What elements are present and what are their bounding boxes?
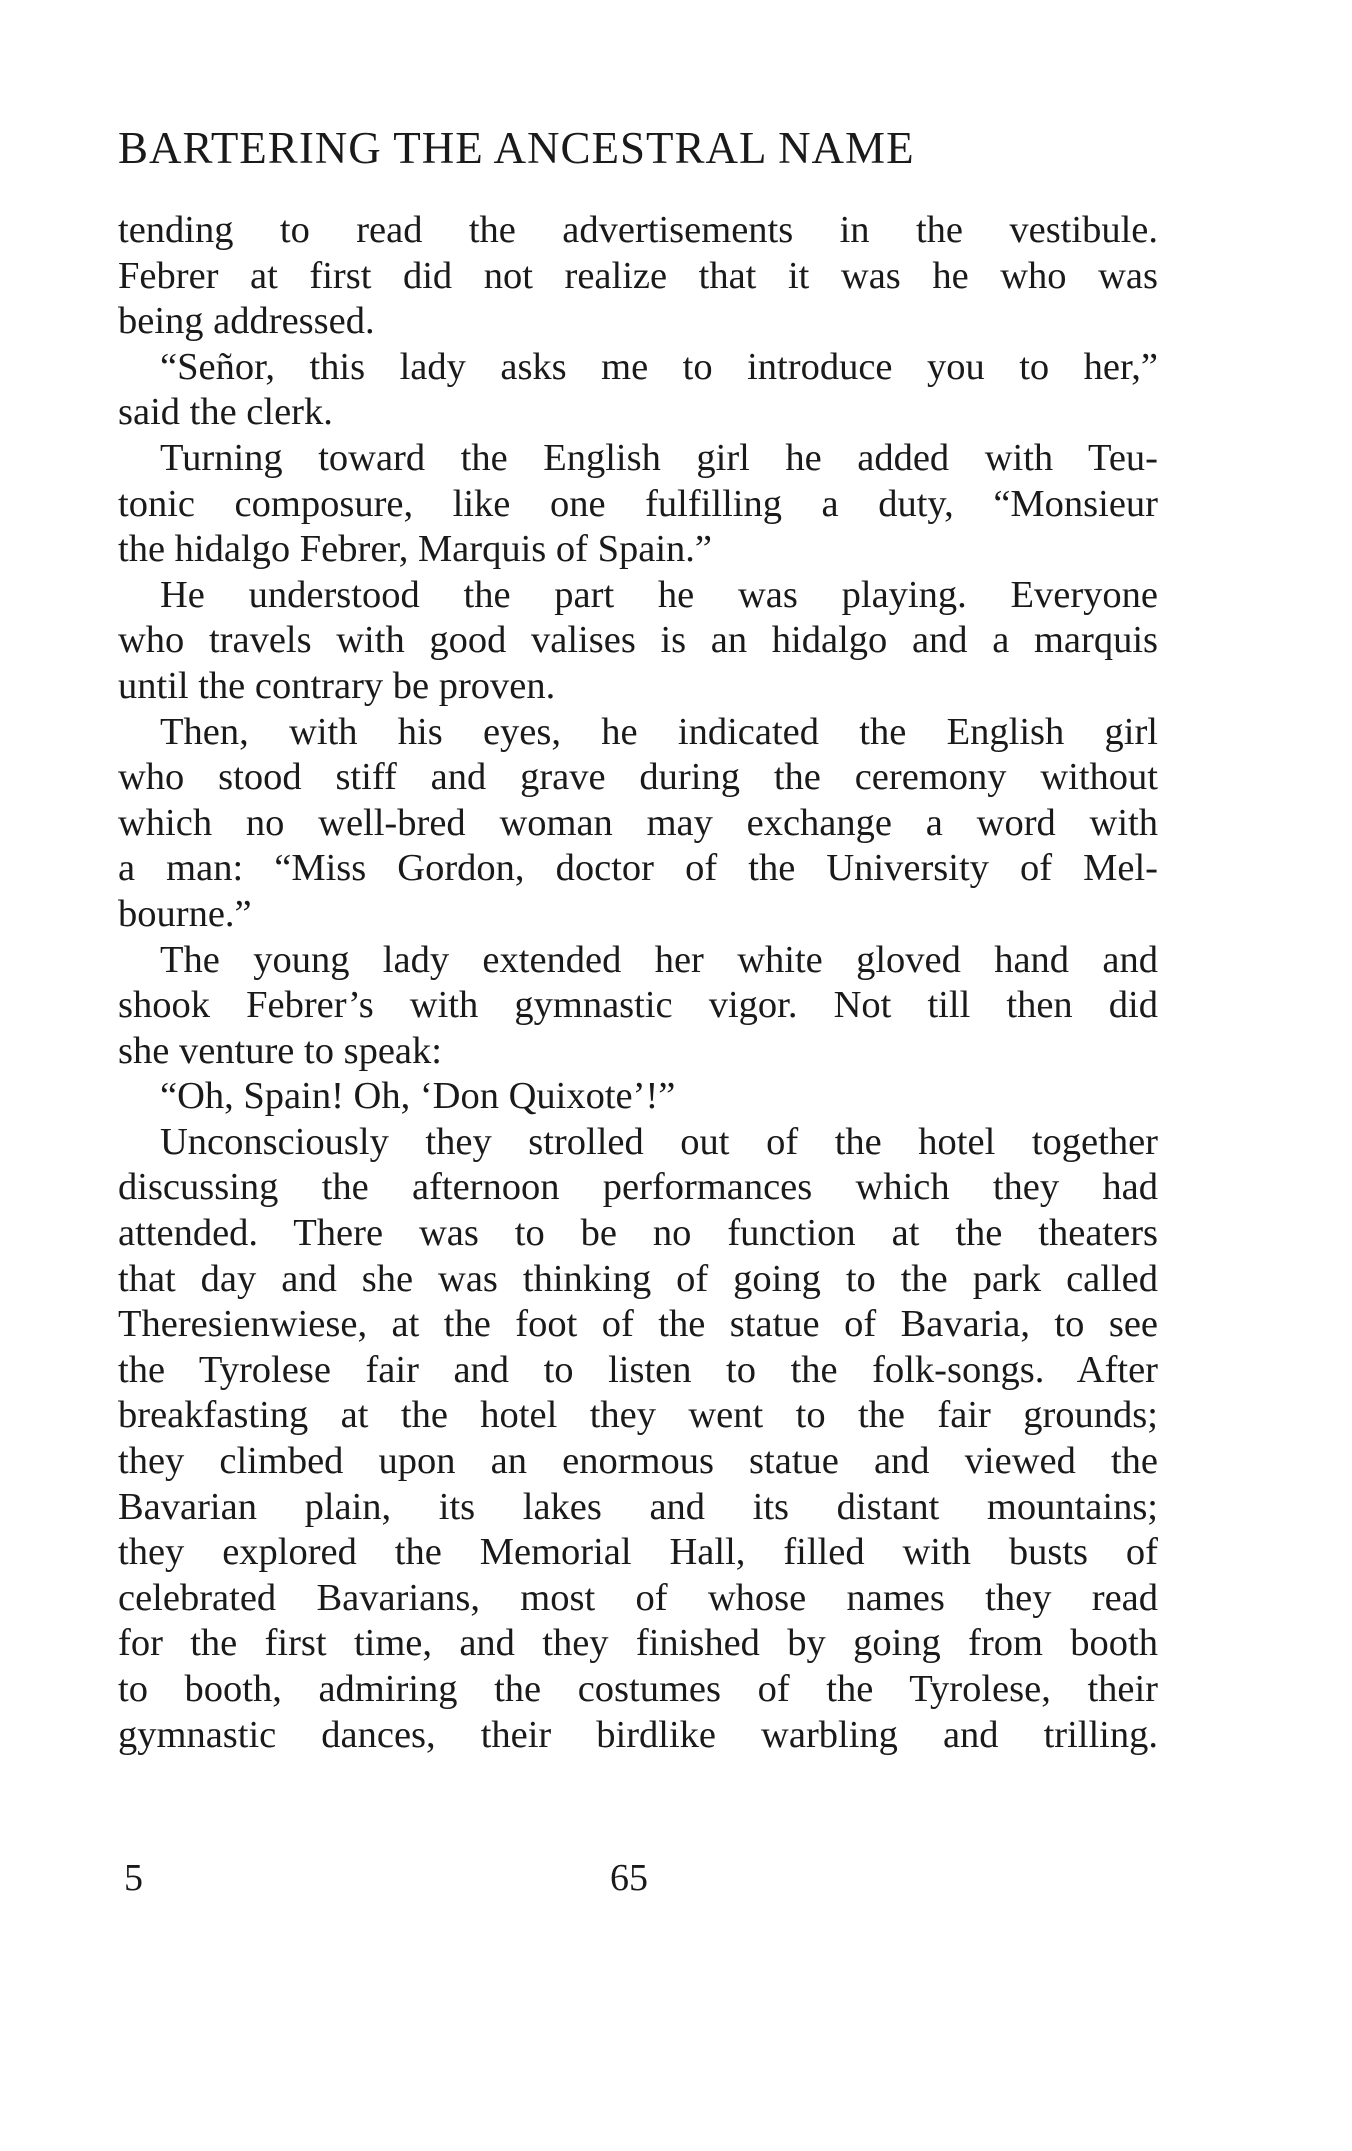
text-line: Unconsciously they strolled out of the hotel together <box>160 1120 1158 1163</box>
text-line: “Oh, Spain! Oh, ‘Don Quixote’!” <box>160 1075 676 1118</box>
text-line: Theresienwiese, at the foot of the statue of Bavaria, to see <box>118 1303 1158 1346</box>
text-line: The young lady extended her white gloved hand and <box>160 938 1158 981</box>
text-line: being addressed. <box>118 300 375 343</box>
text-line: tonic composure, like one fulfilling a duty, “Monsieur <box>118 482 1158 525</box>
text-line: who stood stiff and grave during the ceremony without <box>118 756 1158 799</box>
text-line: said the clerk. <box>118 391 333 434</box>
text-line: who travels with good valises is an hidalgo and a marquis <box>118 619 1158 662</box>
text-line: bourne.” <box>118 892 252 935</box>
text-line: a man: “Miss Gordon, doctor of the University of Mel- <box>118 847 1158 890</box>
text-line: she venture to speak: <box>118 1029 442 1072</box>
text-line: attended. There was to be no function at the theaters <box>118 1212 1158 1255</box>
running-head: BARTERING THE ANCESTRAL NAME <box>118 123 915 173</box>
text-line: the hidalgo Febrer, Marquis of Spain.” <box>118 528 713 571</box>
text-line: “Señor, this lady asks me to introduce you to her,” <box>160 345 1158 388</box>
text-line: Bavarian plain, its lakes and its distant mountains; <box>118 1485 1158 1528</box>
text-line: discussing the afternoon performances which they had <box>118 1166 1158 1209</box>
text-line: that day and she was thinking of going to the park called <box>118 1257 1158 1300</box>
text-line: Febrer at first did not realize that it was he who was <box>118 254 1158 297</box>
text-line: they explored the Memorial Hall, filled with busts of <box>118 1531 1158 1574</box>
text-line: which no well-bred woman may exchange a word with <box>118 801 1158 844</box>
text-line: until the contrary be proven. <box>118 664 556 707</box>
page-number: 65 <box>610 1857 648 1899</box>
text-line: gymnastic dances, their birdlike warbling and trilling. <box>118 1713 1158 1756</box>
text-line: Then, with his eyes, he indicated the English girl <box>160 710 1158 753</box>
body-text <box>118 208 1158 1758</box>
text-line: the Tyrolese fair and to listen to the folk-songs. After <box>118 1348 1158 1391</box>
text-line: celebrated Bavarians, most of whose names they read <box>118 1576 1158 1619</box>
text-line: tending to read the advertisements in the vestibule. <box>118 209 1158 251</box>
text-line: they climbed upon an enormous statue and viewed the <box>118 1440 1158 1483</box>
text-line: shook Febrer’s with gymnastic vigor. Not till then did <box>118 984 1158 1027</box>
page-footer <box>118 1856 1158 1906</box>
text-line: for the first time, and they finished by going from booth <box>118 1622 1158 1665</box>
text-line: to booth, admiring the costumes of the Tyrolese, their <box>118 1668 1158 1710</box>
text-line: Turning toward the English girl he added with Teu- <box>160 436 1158 479</box>
signature-mark: 5 <box>124 1857 143 1899</box>
text-line: He understood the part he was playing. Everyone <box>160 573 1158 616</box>
text-line: breakfasting at the hotel they went to the fair grounds; <box>118 1394 1158 1437</box>
